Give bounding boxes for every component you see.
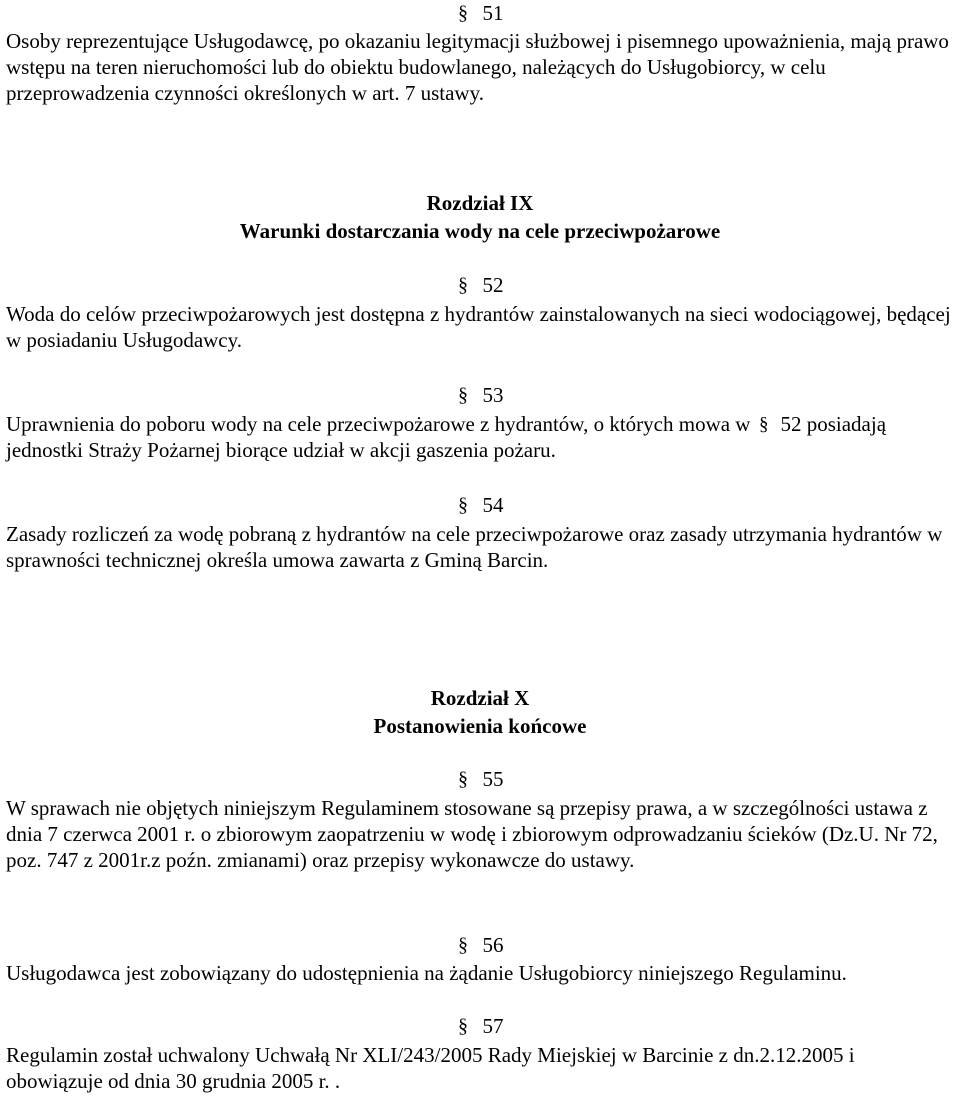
section-53-text-after: 52 posiadają jednostki Straży Pożarnej biorące udział w akcji gaszenia pożaru. [6, 412, 887, 462]
section-53-number: 53 [482, 383, 504, 407]
section-54-number: 54 [482, 493, 504, 517]
chapter-10-number: Rozdział X [430, 686, 530, 710]
section-sign-icon [758, 414, 772, 434]
section-57-text: Regulamin został uchwalony Uchwałą Nr XLI/243/2005 Rady Miejskiej w Barcinie z dn.2.12.2005 i obowiązuje od dnia 30 grudnia 2005 r. . [6, 1043, 855, 1093]
section-56-number: 56 [482, 933, 504, 957]
section-51-number: 51 [482, 1, 504, 25]
svg-text:§: § [457, 494, 468, 515]
svg-text:§: § [457, 2, 468, 23]
chapter-9-number: Rozdział IX [426, 191, 534, 215]
section-56-heading [0, 932, 960, 958]
section-51-text: Osoby reprezentujące Usługodawcę, po okazaniu legitymacji służbowej i pisemnego upoważnienia, mają prawo wstępu na teren nieruchomości lub do obiektu budowlanego, należących do Usługobiorcy, w celu przeprowadzenia czynności określonych w art. 7 ustawy. [6, 29, 949, 105]
section-sign-icon [457, 383, 473, 405]
section-56-text: Usługodawca jest zobowiązany do udostępnienia na żądanie Usługobiorcy niniejszego Regulaminu. [6, 961, 847, 985]
section-55-heading [0, 766, 960, 792]
section-sign-icon [457, 1, 473, 23]
svg-text:§: § [457, 1015, 468, 1036]
section-53-heading [0, 382, 960, 408]
section-sign-icon [457, 1014, 473, 1036]
section-52-heading [0, 272, 960, 298]
section-54-heading [0, 492, 960, 518]
section-52-text: Woda do celów przeciwpożarowych jest dostępna z hydrantów zainstalowanych na sieci wodociągowej, będącej w posiadaniu Usługodawcy. [6, 302, 951, 352]
section-sign-icon [457, 933, 473, 955]
svg-text:§: § [457, 934, 468, 955]
section-53-text-before: Uprawnienia do poboru wody na cele przeciwpożarowe z hydrantów, o których mowa w [6, 412, 751, 436]
section-sign-icon [457, 493, 473, 515]
section-54-text: Zasady rozliczeń za wodę pobraną z hydrantów na cele przeciwpożarowe oraz zasady utrzymania hydrantów w sprawności technicznej określa umowa zawarta z Gminą Barcin. [6, 522, 943, 572]
section-51-heading [0, 0, 960, 26]
section-sign-icon [457, 767, 473, 789]
section-53-text [6, 411, 956, 463]
section-55-number: 55 [482, 767, 504, 791]
svg-text:§: § [457, 274, 468, 295]
svg-text:§: § [457, 768, 468, 789]
svg-text:§: § [759, 414, 769, 434]
section-52-number: 52 [482, 273, 504, 297]
section-55-text: W sprawach nie objętych niniejszym Regulaminem stosowane są przepisy prawa, a w szczególności ustawa z dnia 7 czerwca 2001 r. o zbiorowym zaopatrzeniu w wodę i zbiorowym odprowadzaniu ścieków (Dz.U. Nr 72, poz. 747 z 2001r.z poźn. zmianami) oraz przepisy wykonawcze do ustawy. [6, 796, 938, 872]
section-57-heading [0, 1013, 960, 1039]
section-sign-icon [457, 273, 473, 295]
svg-text:§: § [457, 384, 468, 405]
chapter-9-title: Warunki dostarczania wody na cele przeciwpożarowe [239, 219, 721, 243]
chapter-10-title: Postanowienia końcowe [373, 714, 587, 738]
section-57-number: 57 [482, 1014, 504, 1038]
